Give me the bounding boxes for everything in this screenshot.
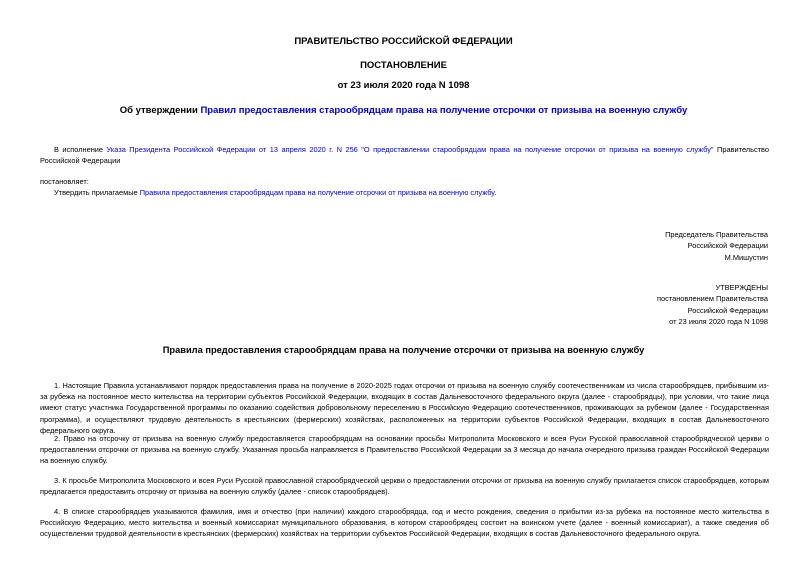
document-type-heading: ПОСТАНОВЛЕНИЕ	[360, 60, 447, 71]
preamble-paragraph	[40, 144, 769, 166]
signature-name: М.Мишустин	[724, 252, 768, 262]
signature-country: Российской Федерации	[687, 241, 768, 251]
rules-paragraph-1: 1. Настоящие Правила устанавливают порядок предоставления права на получение в 2020-2025 годах отсрочки от призыва на военную службу соотечественникам из числа старообрядцев, прибывшим из-за рубежа на постоянное место жительства на территории субъектов Российской Федерации, входящих в состав Дальневосточного федерального округа (далее - старообрядцы), при условии, что такие лица имеют статус участника Государственной программы по оказанию содействия добровольному переселению в Российскую Федерацию соотечественников, проживающих за рубежом (далее - Государственная программа), и осуществляют трудовую деятельность в крестьянских (фермерских) хозяйствах, расположенных на территории субъектов Российской Федерации, входящих в состав Дальневосточного федерального округа.	[40, 381, 769, 435]
subject-prefix: Об утверждении	[119, 105, 201, 116]
rules-title: Правила предоставления старообрядцам права на получение отсрочки от призыва на военную службу	[162, 345, 645, 355]
decision-word: постановляет:	[40, 177, 89, 186]
rules-paragraph-4: 4. В списке старообрядцев указываются фамилия, имя и отчество (при наличии) каждого старообрядца, год и место рождения, сведения о прибытии из-за рубежа на постоянное место жительства в Российскую Федерацию, место жительства и военный комиссариат муниципального образования, в котором старообрядец состоит на воинском учете (далее - военный комиссариат), а также сведения об осуществлении трудовой деятельности в крестьянских (фермерских) хозяйствах на территории субъектов Российской Федерации, входящих в состав Дальневосточного федерального округа.	[40, 507, 769, 539]
decision-paragraph	[40, 187, 769, 198]
rules-paragraph-2: 2. Право на отсрочку от призыва на военную службу предоставляется старообрядцам на основании просьбы Митрополита Московского и всея Руси Русской православной старообрядческой церкви о предоставлении отсрочки от призыва на военную службу. Указанная просьба направляется в Правительство Российской Федерации за 3 месяца до начала очередного призыва граждан Российской Федерации на военную службу.	[40, 434, 769, 466]
document-date-number: от 23 июля 2020 года N 1098	[337, 80, 470, 91]
approval-line-3: Российской Федерации	[687, 305, 768, 315]
rules-paragraph-3: 3. К просьбе Митрополита Московского и всея Руси Русской православной старообрядческой церкви о предоставлении отсрочки от призыва на военную службу прилагается список старообрядцев, которым предлагается предоставить отсрочку от призыва на военную службу (далее - список старообрядцев).	[40, 476, 769, 497]
preamble-after: Правительство Российской Федерации	[40, 145, 770, 166]
presidential-decree-link[interactable]: Указа Президента Российской Федерации от 13 апреля 2020 г. N 256 "О предоставлении старообрядцам права на получение отсрочки от призыва на военную службу"	[106, 145, 714, 154]
document-subject	[0, 105, 807, 116]
government-heading: ПРАВИТЕЛЬСТВО РОССИЙСКОЙ ФЕДЕРАЦИИ	[294, 36, 513, 47]
signature-block	[665, 229, 768, 263]
approval-line-4: от 23 июля 2020 года N 1098	[669, 316, 768, 326]
decision-after: .	[494, 188, 497, 197]
rules-link[interactable]: Правил предоставления старообрядцам права на получение отсрочки от призыва на военную службу	[200, 105, 688, 116]
approval-block	[657, 282, 768, 327]
decision-before: Утвердить прилагаемые	[54, 188, 140, 197]
approval-title: УТВЕРЖДЕНЫ	[715, 283, 768, 292]
preamble-before: В исполнение	[54, 145, 107, 154]
signature-position: Председатель Правительства	[665, 230, 768, 239]
approval-line-2: постановлением Правительства	[657, 294, 768, 304]
approved-rules-link[interactable]: Правила предоставления старообрядцам права на получение отсрочки от призыва на военную службу	[139, 188, 495, 197]
